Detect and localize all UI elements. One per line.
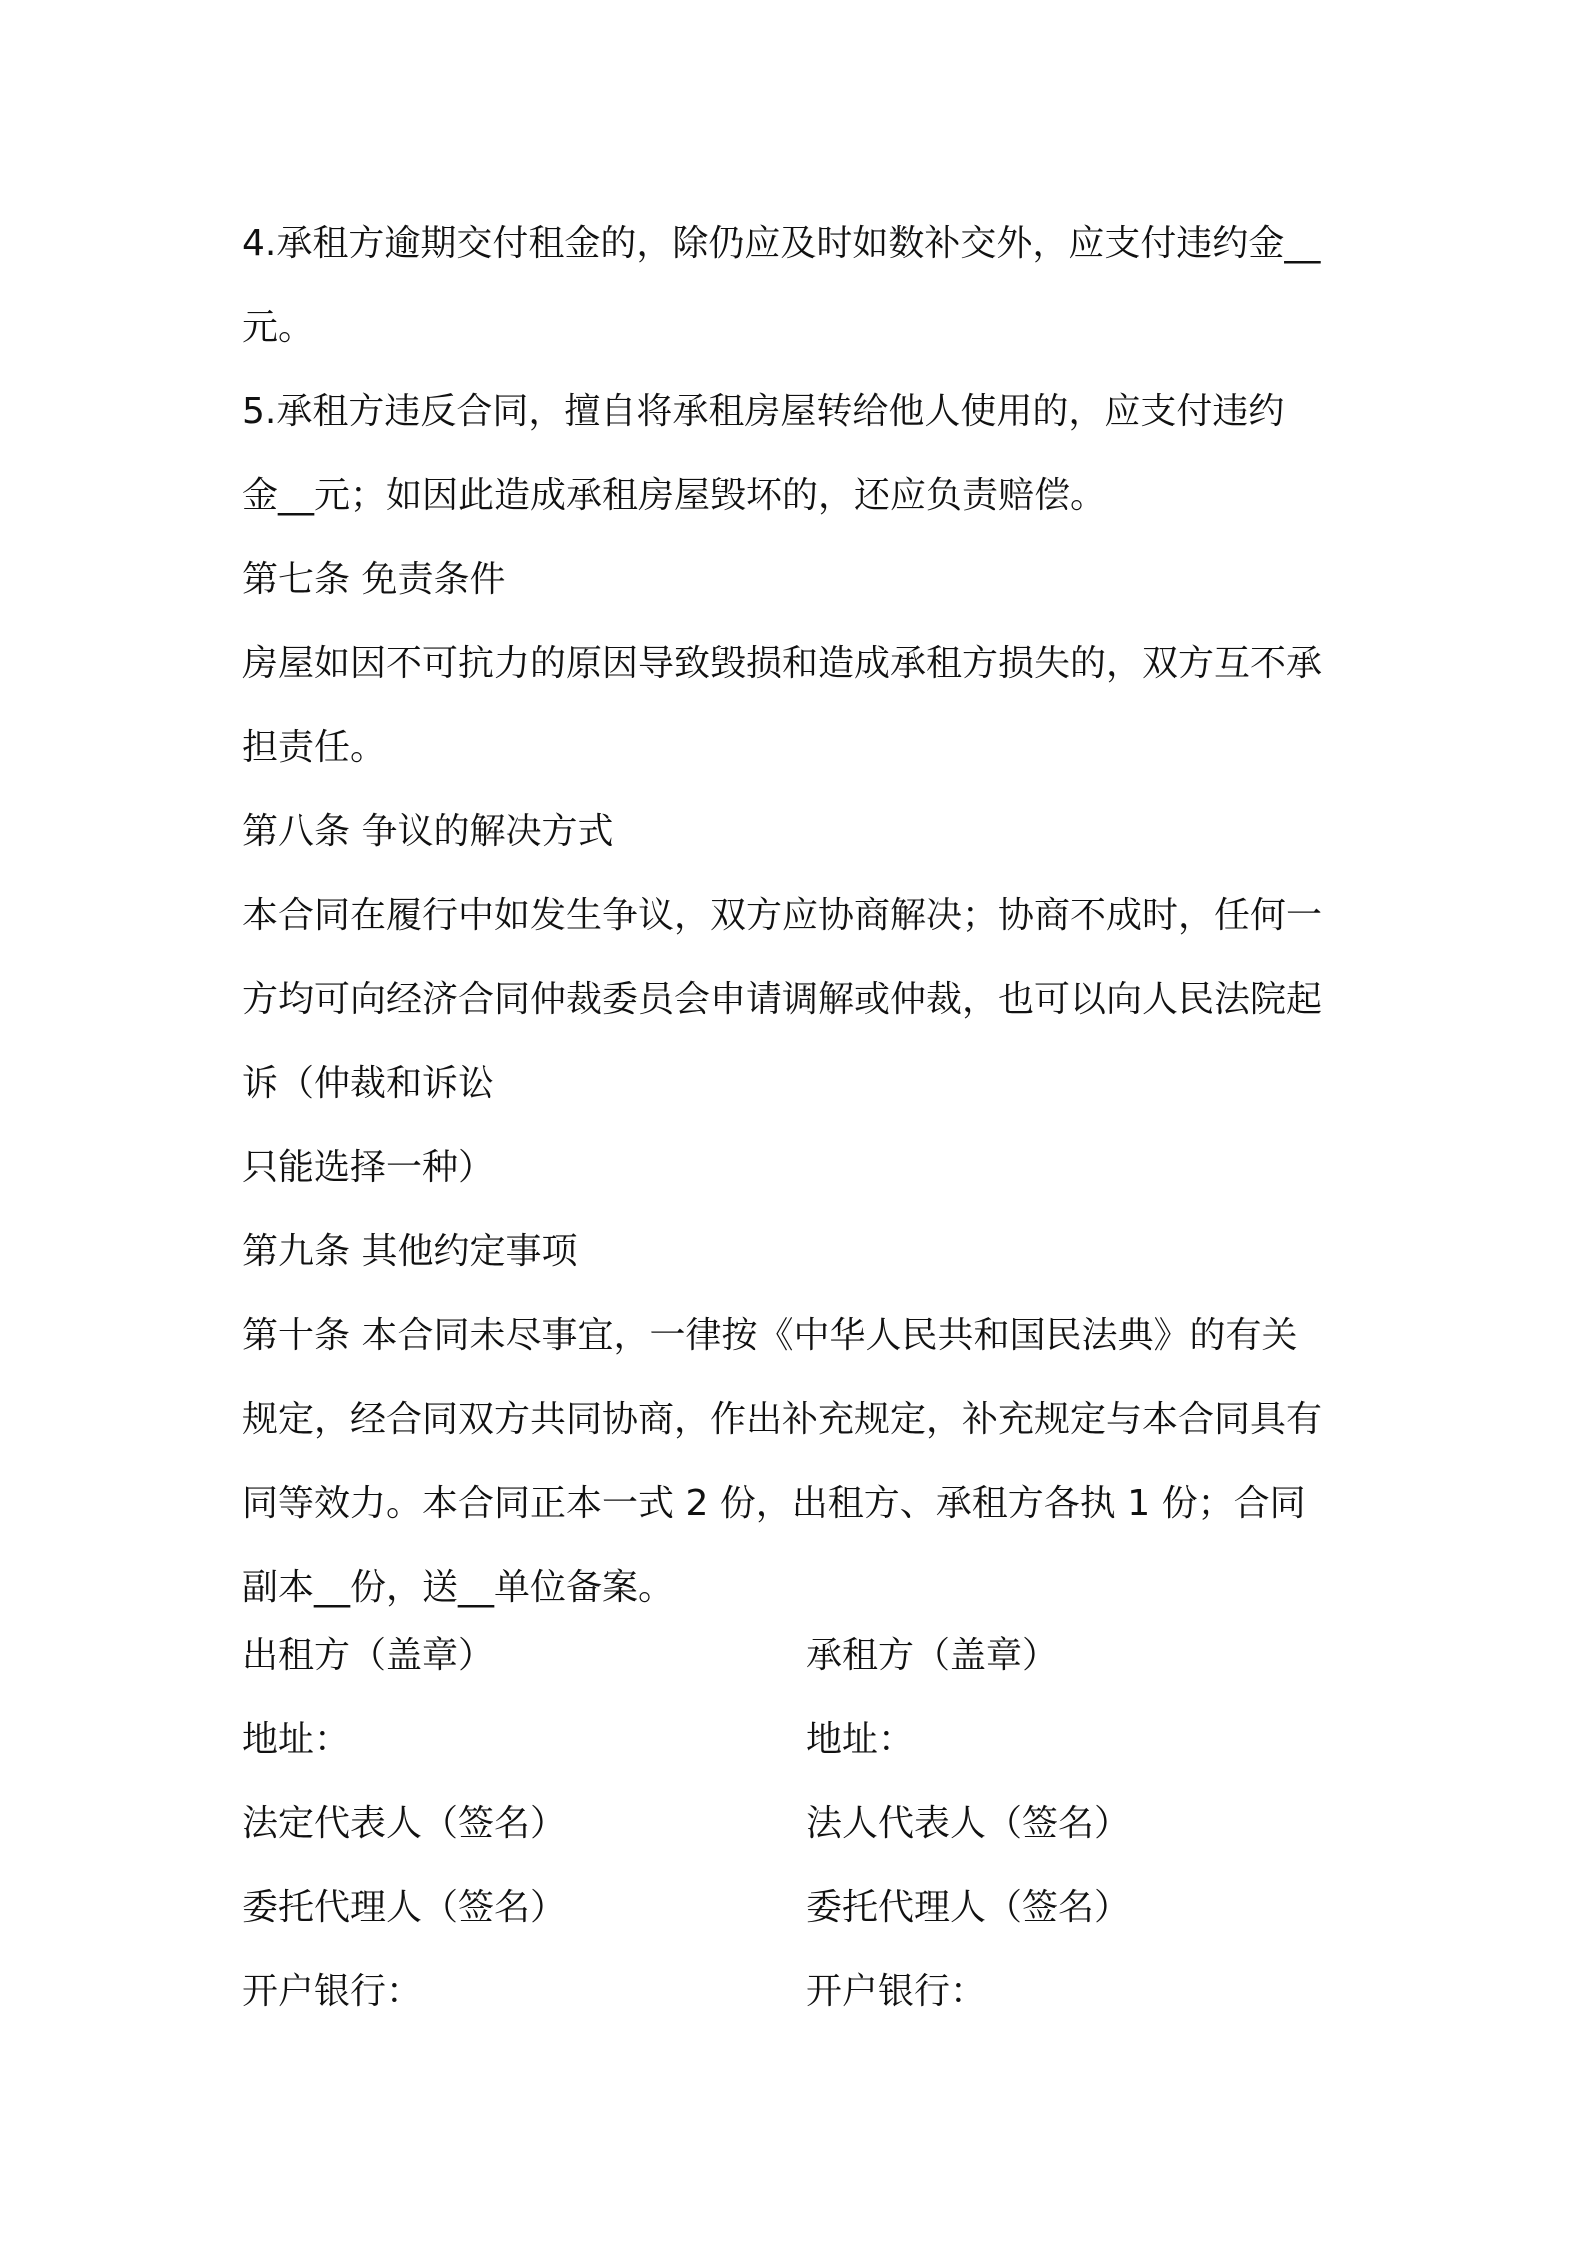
article-8-text-4: 只能选择一种） [242,1147,495,1188]
signature-row-seal [242,1614,1362,1698]
clause-line-4-penalty: 4.承租方逾期交付租金的，除仍应及时如数补交外，应支付违约金__ [242,223,1321,264]
article-8-text-1: 本合同在履行中如发生争议，双方应协商解决；协商不成时，任何一 [242,895,1323,936]
article-8-text-3: 诉（仲裁和诉讼 [242,1063,495,1104]
article-8-heading: 第八条 争议的解决方式 [242,811,614,852]
lessee-representative-label: 法人代表人（签名） [806,1803,1131,1844]
article-9-heading: 第九条 其他约定事项 [242,1231,578,1272]
clause-line-5-sublet: 5.承租方违反合同，擅自将承租房屋转给他人使用的，应支付违约 [242,391,1285,432]
article-10-text-1: 第十条 本合同未尽事宜，一律按《中华人民共和国民法典》的有关 [242,1315,1298,1356]
article-7-text-cont: 担责任。 [242,727,387,768]
clause-line-5-sublet-cont: 金__元；如因此造成承租房屋毁坏的，还应负责赔偿。 [242,475,1107,516]
lessor-seal-label: 出租方（盖章） [242,1635,495,1676]
lessor-agent-label: 委托代理人（签名） [242,1887,567,1928]
lessor-bank-label: 开户银行： [242,1971,423,2012]
signature-row-address [242,1698,1362,1782]
lessee-seal-label: 承租方（盖章） [806,1635,1059,1676]
article-7-text: 房屋如因不可抗力的原因导致毁损和造成承租方损失的，双方互不承 [242,643,1323,684]
article-8-text-2: 方均可向经济合同仲裁委员会申请调解或仲裁，也可以向人民法院起 [242,979,1323,1020]
clause-line-4-penalty-cont: 元。 [242,307,315,348]
lessee-address-label: 地址： [806,1719,915,1760]
article-10-text-4: 副本__份，送__单位备案。 [242,1567,675,1608]
signature-row-agent [242,1866,1362,1950]
contract-body [242,202,1362,1630]
lessor-representative-label: 法定代表人（签名） [242,1803,567,1844]
article-10-text-2: 规定，经合同双方共同协商，作出补充规定，补充规定与本合同具有 [242,1399,1323,1440]
lessee-agent-label: 委托代理人（签名） [806,1887,1131,1928]
lessor-address-label: 地址： [242,1719,351,1760]
signature-row-bank [242,1950,1362,2034]
article-10-text-3: 同等效力。本合同正本一式 2 份，出租方、承租方各执 1 份；合同 [242,1483,1306,1524]
signature-block [242,1614,1362,2034]
lessee-bank-label: 开户银行： [806,1971,987,2012]
signature-row-representative [242,1782,1362,1866]
article-7-heading: 第七条 免责条件 [242,559,506,600]
